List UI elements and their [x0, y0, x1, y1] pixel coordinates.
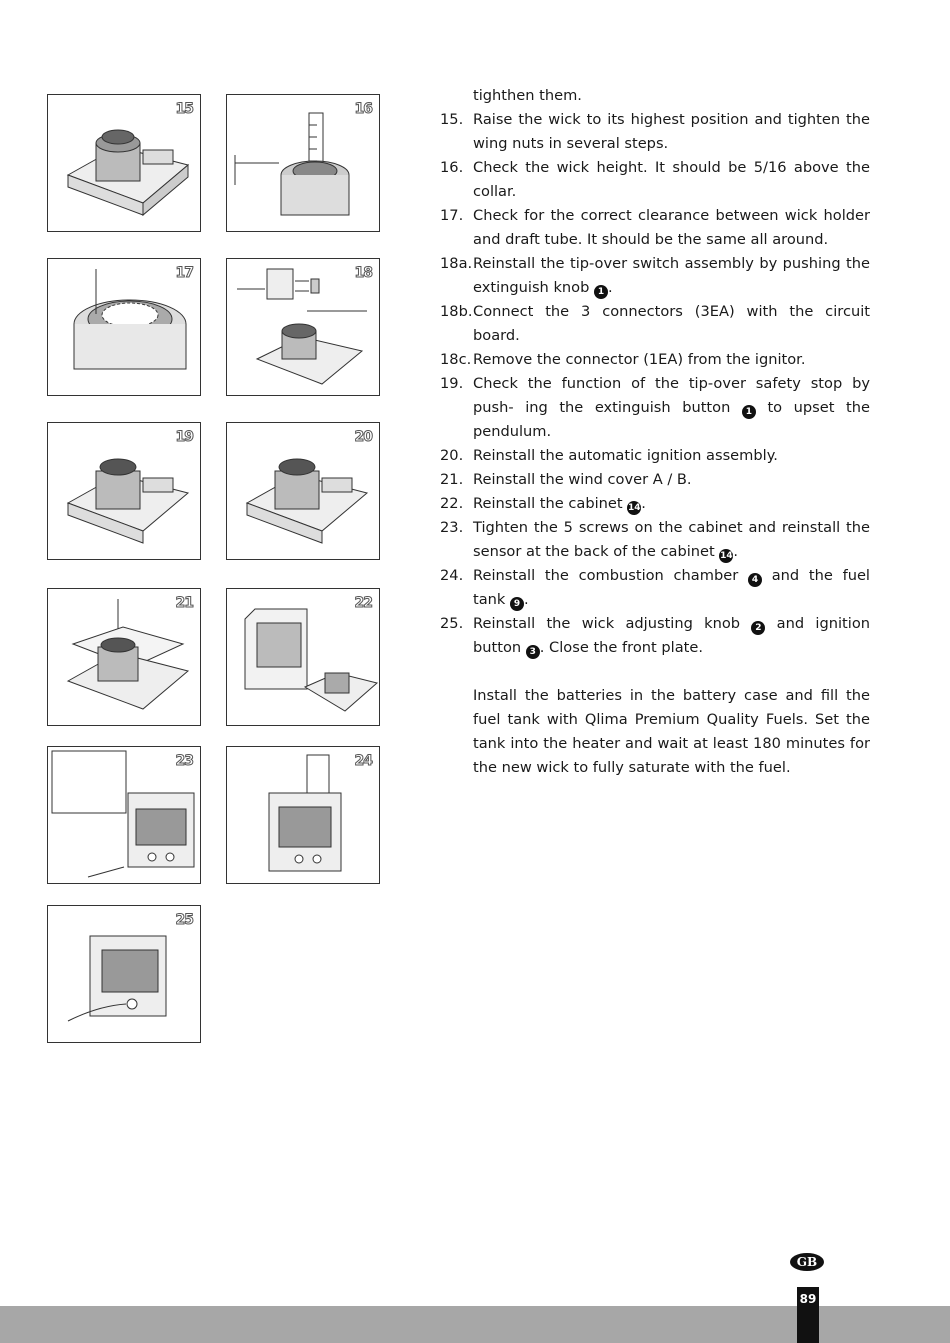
figure-21	[47, 588, 201, 726]
figure-number: 25	[175, 912, 193, 928]
step-15: 15. Raise the wick to its highest position and tighten the wing nuts in several steps.	[440, 111, 870, 152]
figure-number: 15	[175, 101, 193, 117]
figure-25	[47, 905, 201, 1043]
step-16: 16. Check the wick height. It should be 5/16 above the collar.	[440, 159, 870, 200]
figure-number: 24	[354, 753, 372, 769]
step-18a: 18a. Reinstall the tip-over switch assembly by pushing the extinguish knob 1 .	[440, 255, 870, 297]
figure-number: 20	[354, 429, 372, 445]
figure-number: 18	[354, 265, 372, 281]
figure-17	[47, 258, 201, 396]
part-number-icon: 1	[594, 285, 608, 299]
part-number-icon: 14	[720, 551, 733, 561]
language-badge: GB	[790, 1253, 824, 1271]
figure-number: 19	[175, 429, 193, 445]
step-23: 23. Tighten the 5 screws on the cabinet and reinstall the sensor at the back of the cabinet 14.	[440, 519, 870, 561]
step-17: 17. Check for the correct clearance between wick holder and draft tube. It should be the same all around.	[440, 207, 870, 248]
step-19: 19. Check the function of the tip-over safety stop by push- ing the extinguish button 1 to upset the pendulum.	[440, 375, 870, 440]
figure-number: 22	[354, 595, 372, 611]
figure-number: 23	[175, 753, 193, 769]
step-24: 24. Reinstall the combustion chamber 4 and the fuel tank 9 .	[440, 567, 870, 609]
part-number-icon: 2	[751, 621, 765, 635]
step-18c: 18c. Remove the connector (1EA) from the ignitor.	[440, 351, 806, 368]
step-25: 25. Reinstall the wick adjusting knob 2 and ignition button 3 . Close the front plate.	[440, 615, 870, 657]
closing-paragraph: Install the batteries in the battery case and fill the fuel tank with Qlima Premium Quality Fuels. Set the tank into the heater and wait at least 180 minutes for the new wick to fully saturate with the fuel.	[473, 687, 870, 776]
figure-18	[226, 258, 380, 396]
step-18b: 18b. Connect the 3 connectors (3EA) with the circuit board.	[440, 303, 870, 344]
step-21: 21. Reinstall the wind cover A / B.	[440, 471, 692, 488]
figure-23	[47, 746, 201, 884]
part-number-icon: 9	[510, 597, 524, 611]
page-number: 89	[797, 1287, 819, 1343]
figure-number: 16	[354, 101, 372, 117]
figure-number: 17	[175, 265, 193, 281]
figure-22	[226, 588, 380, 726]
intro-text: tighthen them.	[473, 87, 582, 104]
part-number-icon: 1	[742, 405, 756, 419]
figure-16	[226, 94, 380, 232]
figure-19	[47, 422, 201, 560]
step-20: 20. Reinstall the automatic ignition assembly.	[440, 447, 778, 464]
part-number-icon: 3	[526, 645, 540, 659]
figure-24	[226, 746, 380, 884]
part-number-icon: 14	[627, 503, 641, 513]
instruction-text	[440, 84, 870, 780]
step-22: 22. Reinstall the cabinet 14.	[440, 495, 646, 513]
figure-20	[226, 422, 380, 560]
figure-15	[47, 94, 201, 232]
part-number-icon: 4	[748, 573, 762, 587]
figure-number: 21	[175, 595, 193, 611]
